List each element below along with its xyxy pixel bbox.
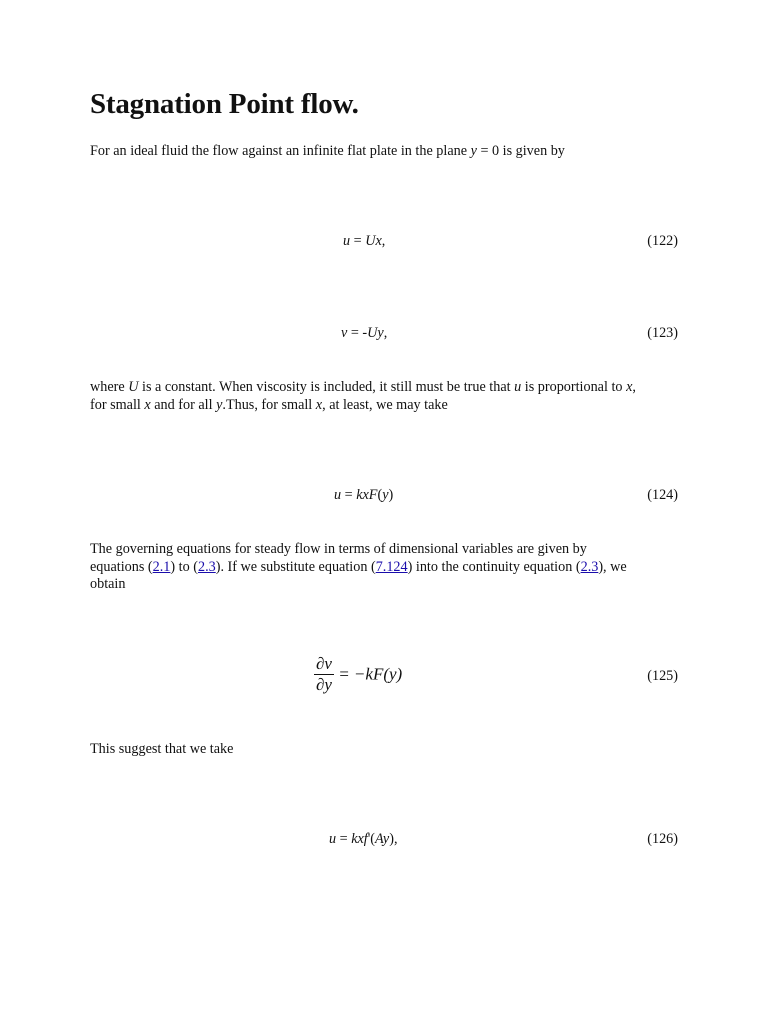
equation-link-7-124[interactable]: 7.124: [375, 558, 408, 575]
equation-number: (126): [647, 831, 678, 847]
equation-124: [90, 485, 678, 505]
equation-link-2-3[interactable]: 2.3: [197, 558, 216, 575]
partial-derivative-fraction: $\frac{\partial v}{\partial y}$: [316, 654, 332, 694]
equation-122: [90, 231, 678, 251]
equation-number: (125): [647, 668, 678, 684]
suggestion-paragraph: This suggest that we take: [90, 741, 234, 757]
equation-number: (124): [647, 487, 678, 503]
governing-equations-paragraph: The governing equations for steady flow in terms of dimensional variables are given by equations (2.1) to (2.3). If we substitute equation (7.124) into the continuity equation (2.3), we obtain: [90, 541, 627, 592]
equation-number: (123): [647, 325, 678, 341]
equation-124-body: u = kxF(y): [334, 487, 394, 503]
equation-link-2-3-continuity[interactable]: 2.3: [580, 558, 599, 575]
equation-125: [90, 654, 678, 694]
page-title: Stagnation Point flow.: [90, 88, 359, 120]
equation-123: [90, 323, 678, 343]
viscosity-paragraph: where U is a constant. When viscosity is included, it still must be true that u is proportional to x, for small x and for all y.Thus, for small x, at least, we may take: [90, 379, 636, 413]
equation-122-body: u = Ux,: [343, 233, 386, 249]
equation-123-body: v = -Uy,: [341, 325, 388, 341]
equation-link-2-1[interactable]: 2.1: [152, 558, 171, 575]
intro-paragraph: For an ideal fluid the flow against an infinite flat plate in the plane y = 0 is given by: [90, 143, 565, 159]
equation-125-body: $\frac{\partial v}{\partial y}$ = −kF(y): [316, 654, 403, 694]
equation-number: (122): [647, 233, 678, 249]
equation-126-body: u = kxf'(Ay),: [329, 831, 398, 847]
equation-126: [90, 829, 678, 849]
